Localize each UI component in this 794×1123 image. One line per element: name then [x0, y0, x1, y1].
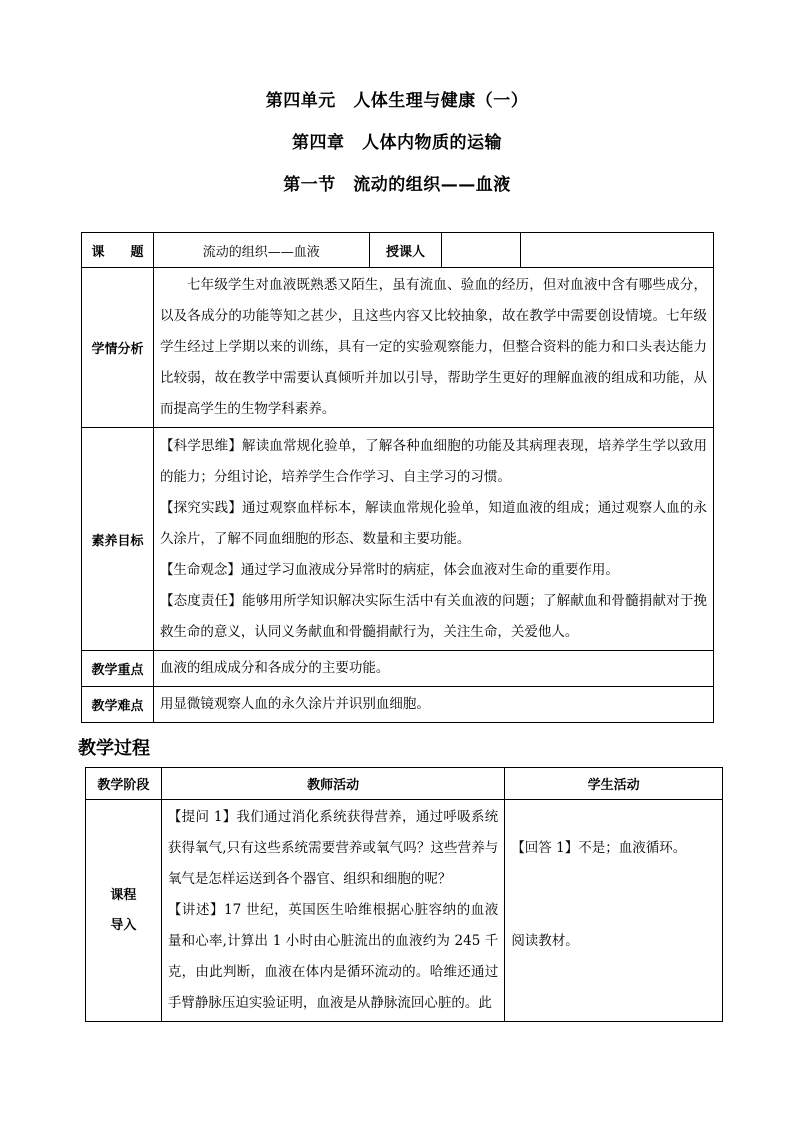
student-answer-1: 【回答 1】不是；血液循环。 — [511, 840, 687, 856]
goal-science-thinking: 【科学思维】解读血常规化验单，了解各种血细胞的功能及其病理表现，培养学生学以致用的能力；分组讨论，培养学生合作学习、自主学习的习惯。 — [159, 437, 707, 485]
goals-label: 素养目标 — [82, 428, 154, 651]
process-table — [85, 767, 723, 1022]
col-teacher-header: 教师活动 — [161, 768, 504, 800]
difficulty-text: 用显微镜观察人血的永久涂片并识别血细胞。 — [153, 687, 713, 723]
goals-row — [82, 428, 714, 651]
col-stage-header: 教学阶段 — [86, 768, 162, 800]
process-header-row — [86, 768, 723, 800]
unit-title: 第四单元 人体生理与健康（一） — [265, 91, 529, 111]
teacher-value-left — [442, 233, 521, 268]
goals-cell — [153, 428, 713, 651]
teacher-label: 授课人 — [369, 233, 442, 268]
col-student-header: 学生活动 — [505, 768, 723, 800]
analysis-text: 七年级学生对血液既熟悉又陌生，虽有流血、验血的经历，但对血液中含有哪些成分，以及各成分的功能等知之甚少，且这些内容又比较抽象，故在教学中需要创设情境。七年级学生经过上学期以来的训练，具有一定的实验观察能力，但整合资料的能力和口头表达能力比较弱，故在教学中需要认真倾听并加以引导，帮助学生更好的理解血液的组成和功能，从而提高学生的生物学科素养。 — [153, 268, 713, 428]
section-title: 第一节 流动的组织——血液 — [283, 175, 511, 195]
chapter-title: 第四章 人体内物质的运输 — [292, 133, 502, 153]
intro-row — [86, 800, 723, 1022]
analysis-label: 学情分析 — [82, 268, 154, 428]
student-activity — [505, 800, 723, 1022]
key-label: 教学重点 — [82, 651, 154, 687]
goal-attitude-responsibility: 【态度责任】能够用所学知识解决实际生活中有关血液的问题；了解献血和骨髓捐献对于挽救生命的意义，认同义务献血和骨髓捐献行为，关注生命，关爱他人。 — [159, 592, 707, 640]
teacher-lecture: 【讲述】17 世纪，英国医生哈维根据心脏容纳的血液量和心率,计算出 1 小时由心脏流出的血液约为 245 千克，由此判断，血液在体内是循环流动的。哈维还通过手臂静脉压迫实验证明，血液是从静脉流回心脏的。此 — [167, 902, 499, 1011]
teacher-value — [521, 233, 714, 268]
key-text: 血液的组成成分和各成分的主要功能。 — [153, 651, 713, 687]
info-table — [81, 232, 714, 723]
teacher-activity — [161, 800, 504, 1022]
course-value: 流动的组织——血液 — [153, 233, 369, 268]
student-read: 阅读教材。 — [511, 933, 579, 949]
key-row — [82, 651, 714, 687]
goal-life-concept: 【生命观念】通过学习血液成分异常时的病症，体会血液对生命的重要作用。 — [159, 561, 619, 578]
analysis-row — [82, 268, 714, 428]
course-label: 课 题 — [82, 233, 154, 268]
stage-line-1: 课程 — [110, 887, 137, 903]
course-row — [82, 233, 714, 268]
difficulty-row — [82, 687, 714, 723]
goal-inquiry-practice: 【探究实践】通过观察血样标本，解读血常规化验单，知道血液的组成；通过观察人血的永久涂片，了解不同血细胞的形态、数量和主要功能。 — [159, 499, 707, 547]
stage-line-2: 导入 — [110, 917, 137, 933]
difficulty-label: 教学难点 — [82, 687, 154, 723]
process-heading: 教学过程 — [78, 738, 150, 759]
stage-intro — [86, 800, 162, 1022]
teacher-question-1: 【提问 1】我们通过消化系统获得营养，通过呼吸系统获得氧气,只有这些系统需要营养或氧气吗？这些营养与氧气是怎样运送到各个器官、组织和细胞的呢？ — [167, 809, 499, 887]
